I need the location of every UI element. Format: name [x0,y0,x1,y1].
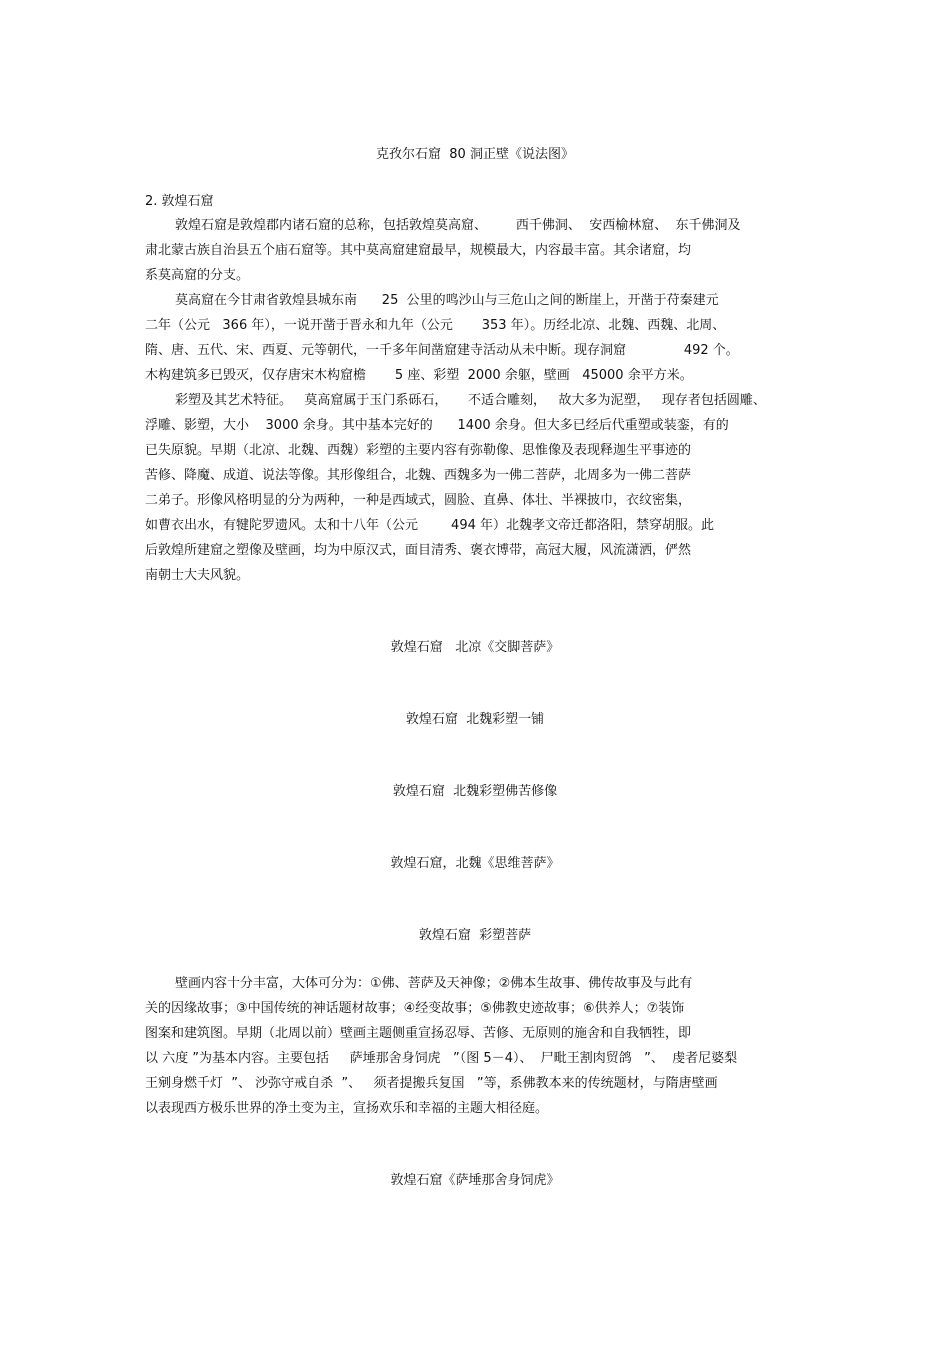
paragraph-line: 已失原貌。早期（北凉、北魏、西魏）彩塑的主要内容有弥勒像、思惟像及表现释迦生平事迹的 [145,443,692,458]
figure-caption-sattva-jataka: 敦煌石窟《萨埵那舍身饲虎》 [390,1173,560,1188]
figure-caption-northern-liang: 敦煌石窟 北凉《交脚菩萨》 [390,640,560,655]
figure-caption-ascetic-buddha: 敦煌石窟 北魏彩塑佛苦修像 [392,784,558,799]
section-heading: 2. 敦煌石窟 [145,194,214,209]
paragraph-line: 壁画内容十分丰富，大体可分为：①佛、菩萨及天神像；②佛本生故事、佛传故事及与此有 [175,976,693,991]
figure-caption-pensive-bodhisattva: 敦煌石窟，北魏《思维菩萨》 [390,856,560,871]
paragraph-line: 关的因缘故事；③中国传统的神话题材故事；④经变故事；⑤佛教史迹故事；⑥供养人；⑦装饰 [145,1001,685,1016]
paragraph-line: 以表现西方极乐世界的净土变为主，宣扬欢乐和幸福的主题大相径庭。 [145,1101,549,1116]
paragraph-line: 敦煌石窟是敦煌郡内诸石窟的总称，包括敦煌莫高窟、 西千佛洞、 安西榆林窟、 东千佛洞及 [175,218,741,233]
paragraph-line: 隋、唐、五代、宋、西夏、元等朝代，一千多年间凿窟建寺活动从未中断。现存洞窟 492 个。 [145,343,739,358]
paragraph-line: 二年（公元 366 年），一说开凿于晋永和九年（公元 353 年）。历经北凉、北魏、西魏、北周、 [145,318,726,333]
paragraph-line: 浮雕、影塑，大小 3000 余身。其中基本完好的 1400 余身。但大多已经后代重塑或装銮，有的 [145,418,729,433]
paragraph-line: 后敦煌所建窟之塑像及壁画，均为中原汉式，面目清秀、褒衣博带，高冠大履，风流潇洒，俨然 [145,543,692,558]
paragraph-line: 二弟子。形像风格明显的分为两种，一种是西域式，圆脸、直鼻、体壮、半裸披巾，衣纹密集， [145,493,692,508]
paragraph-line: 莫高窟在今甘肃省敦煌县城东南 25 公里的鸣沙山与三危山之间的断崖上，开凿于苻秦建元 [175,293,719,308]
figure-caption-painted-bodhisattva: 敦煌石窟 彩塑菩萨 [418,928,532,943]
paragraph-line: 以 六度 ”为基本内容。主要包括 萨埵那舍身饲虎 ”（图 5－4）、 尸毗王割肉贸鸽 ”、 虔者尼婆梨 [145,1051,738,1066]
paragraph-line: 木构建筑多已毁灭，仅存唐宋木构窟檐 5 座、彩塑 2000 余躯，壁画 45000 余平方米。 [145,368,693,383]
figure-caption-northern-wei-group: 敦煌石窟 北魏彩塑一铺 [405,712,545,727]
paragraph-line: 王剜身燃千灯 ”、 沙弥守戒自杀 ”、 须者提搬兵复国 ”等，系佛教本来的传统题材，与隋唐壁画 [145,1076,718,1091]
paragraph-line: 彩塑及其艺术特征。 莫高窟属于玉门系砾石， 不适合雕刻， 故大多为泥塑， 现存者包括圆雕、 [175,393,766,408]
paragraph-line: 肃北蒙古族自治县五个庙石窟等。其中莫高窟建窟最早，规模最大，内容最丰富。其余诸窟，均 [145,243,692,258]
figure-caption-kizil: 克孜尔石窟 80 洞正壁《说法图》 [376,147,574,162]
paragraph-line: 图案和建筑图。早期（北周以前）壁画主题侧重宣扬忍辱、苦修、无原则的施舍和自我牺牲，即 [145,1026,692,1041]
paragraph-line: 系莫高窟的分支。 [145,268,250,283]
paragraph-line: 南朝士大夫风貌。 [145,568,250,583]
paragraph-line: 苦修、降魔、成道、说法等像。其形像组合，北魏、西魏多为一佛二菩萨，北周多为一佛二菩萨 [145,468,692,483]
paragraph-line: 如曹衣出水，有犍陀罗遗风。太和十八年（公元 494 年）北魏孝文帝迁都洛阳，禁穿胡服。此 [145,518,715,533]
